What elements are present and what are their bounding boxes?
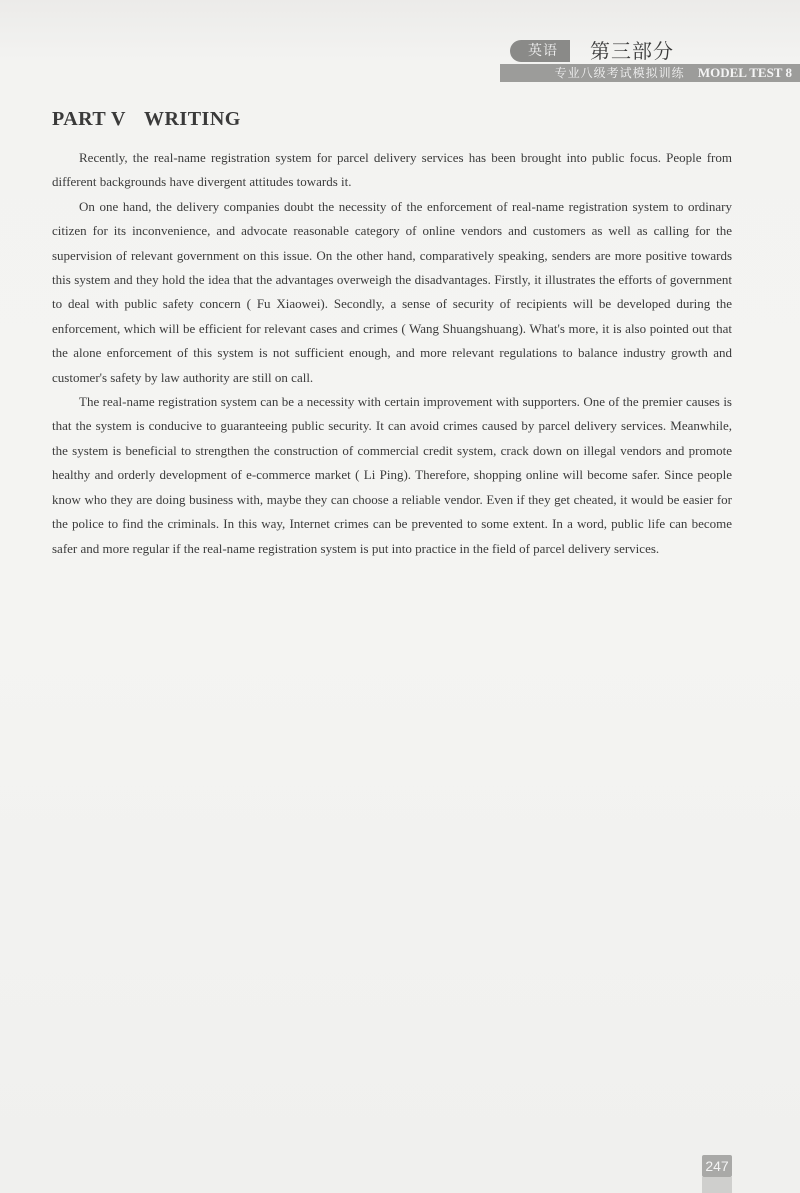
page-number-strip [702,1177,732,1193]
subject-tag: 英语 [510,40,570,62]
essay-paragraph: On one hand, the delivery companies doubt the necessity of the enforcement of real-name registration system to ordinary citizen for its inconvenience, and advocate reasonable category of online vendors and customers as well as calling for the supervision of relevant government on this issue. On the other hand, comparatively speaking, senders are more positive towards this system and they hold the idea that the advantages overweigh the disadvantages. Firstly, it illustrates the efforts of government to deal with public safety concern ( Fu Xiaowei). Secondly, a sense of security of recipients will be developed during the enforcement, which will be efficient for relevant cases and crimes ( Wang Shuangshuang). What's more, it is also pointed out that the alone enforcement of this system is not sufficient enough, and more relevant regulations to balance industry growth and customer's safety by law authority are still on call. [52,198,732,385]
part-label: 第三部分 [590,39,674,63]
essay-paragraph: Recently, the real-name registration system for parcel delivery services has been brought into public focus. People from different backgrounds have divergent attitudes towards it. [52,150,732,190]
series-title-cn: 专业八级考试模拟训练 [554,66,685,80]
section-heading [52,108,241,131]
page-number: 247 [702,1155,732,1177]
section-title: WRITING [143,108,241,130]
essay-paragraph: The real-name registration system can be a necessity with certain improvement with supporters. One of the premier causes is that the system is conducive to guaranteeing public security. It can avoid crimes caused by parcel delivery services. Meanwhile, the system is beneficial to strengthen the construction of commercial credit system, crack down on illegal vendors and promote healthy and orderly development of e-commerce market ( Li Ping). Therefore, shopping online will become safer. Since people know who they are doing business with, maybe they can choose a reliable vendor. Even if they get cheated, it would be easier for the police to find the criminals. In this way, Internet crimes can be prevented to some extent. In a word, public life can become safer and more regular if the real-name registration system is put into practice in the field of parcel delivery services. [52,394,732,556]
running-header [500,38,800,64]
essay-body [52,146,732,561]
section-part: PART V [52,108,126,130]
series-title-en: MODEL TEST 8 [697,65,792,80]
series-bar [500,64,800,82]
